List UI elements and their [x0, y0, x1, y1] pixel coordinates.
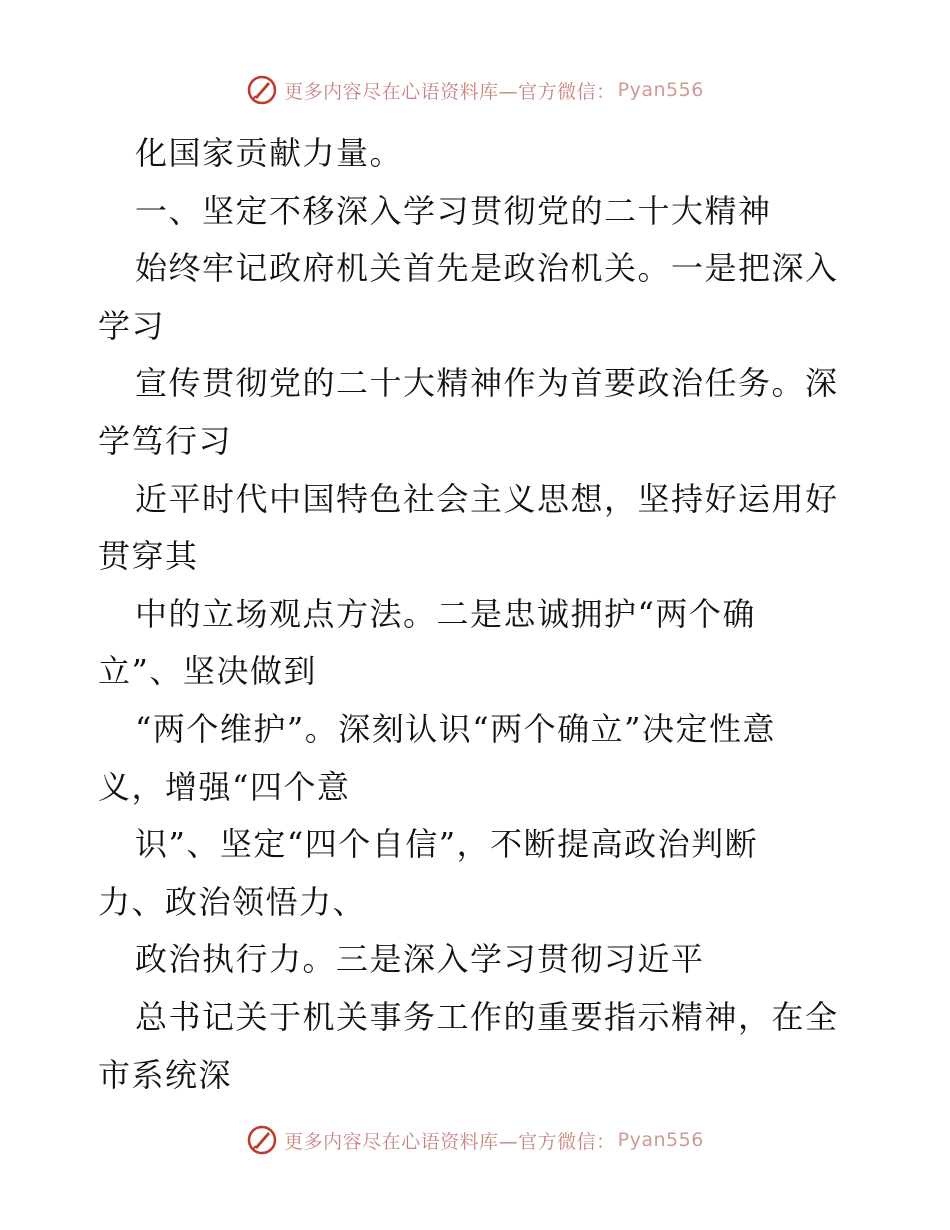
watermark-text: 更多内容尽在心语资料库—官方微信： — [284, 1130, 616, 1153]
text-line: 近平时代中国特色社会主义思想，坚持好运用好 — [135, 479, 839, 518]
text-line: 总书记关于机关事务工作的重要指示精神，在全 — [135, 997, 839, 1036]
text-line: 中的立场观点方法。二是忠诚拥护“两个确 — [135, 594, 756, 633]
section-heading: 一、坚定不移深入学习贯彻党的二十大精神 — [135, 191, 772, 230]
text-line: 化国家贡献力量。 — [135, 134, 404, 172]
text-line: 学笃行习 — [98, 421, 233, 460]
text-line: 市系统深 — [98, 1055, 233, 1094]
pen-feather-logo-icon — [246, 1124, 278, 1156]
text-line: “两个维护”。深刻认识“两个确立”决定性意 — [135, 709, 776, 748]
text-line: 学习 — [98, 306, 166, 345]
text-line: 宣传贯彻党的二十大精神作为首要政治任务。深 — [135, 364, 839, 403]
text-line: 政治执行力。三是深入学习贯彻习近平 — [135, 940, 705, 979]
watermark-wechat-id: Pyan556 — [617, 79, 704, 101]
text-line: 力、政治领悟力、 — [98, 882, 367, 921]
watermark-text: 更多内容尽在心语资料库—官方微信： — [284, 80, 616, 103]
footer-watermark — [0, 1120, 950, 1160]
text-line: 始终牢记政府机关首先是政治机关。一是把深入 — [135, 249, 839, 288]
header-watermark — [0, 70, 950, 110]
pen-feather-logo-icon — [246, 74, 278, 106]
text-line: 贯穿其 — [98, 537, 199, 576]
text-line: 识”、坚定“四个自信”，不断提高政治判断 — [135, 825, 759, 864]
text-line: 立”、坚决做到 — [98, 652, 317, 691]
text-line: 义，增强“四个意 — [98, 767, 351, 806]
document-body — [98, 125, 858, 1104]
watermark-wechat-id: Pyan556 — [617, 1129, 704, 1151]
